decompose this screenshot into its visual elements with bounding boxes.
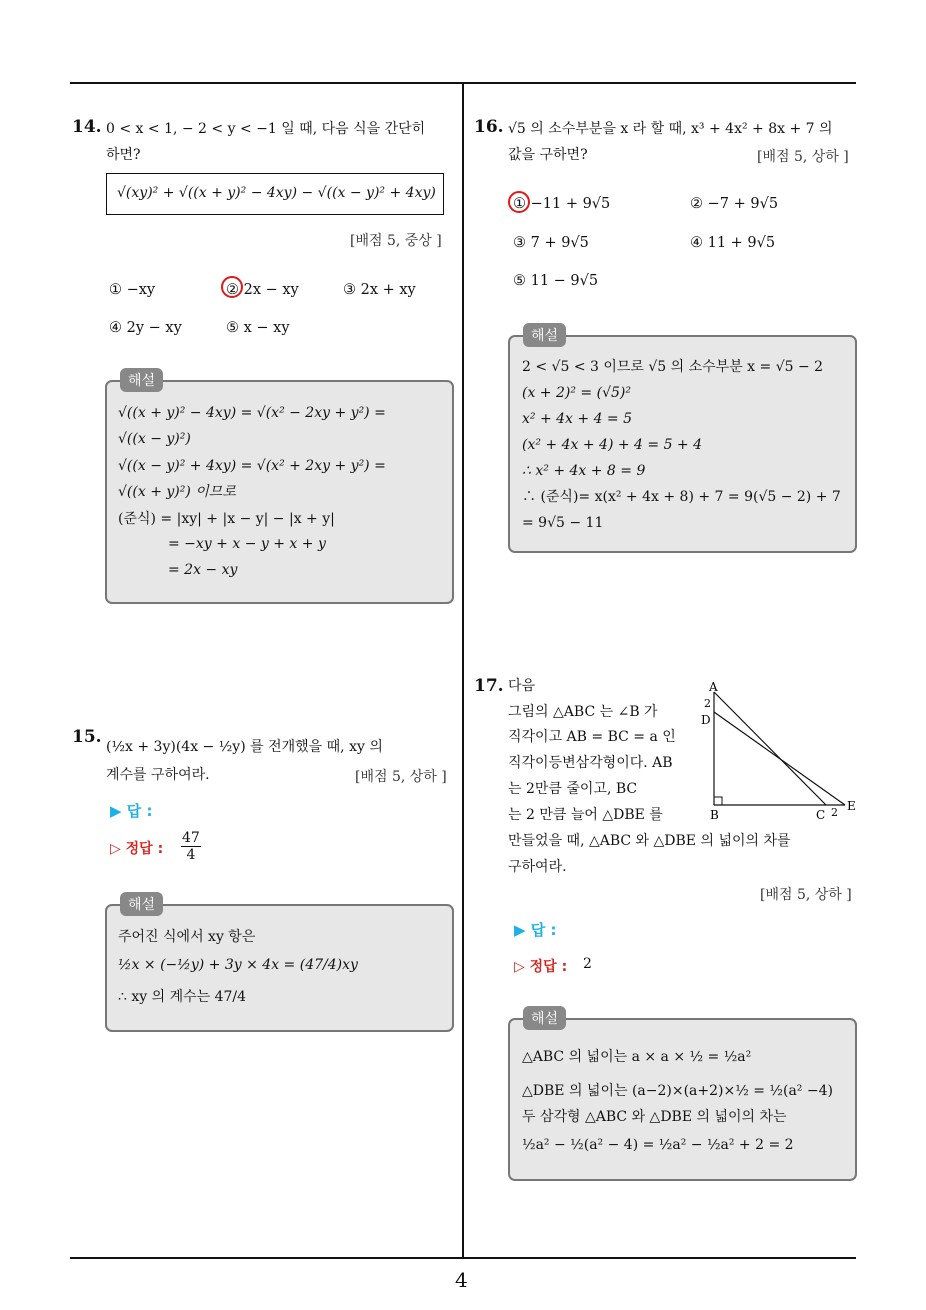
q16-sol-line: 2 < √5 < 3 이므로 √5 의 소수부분 x = √5 − 2 <box>522 359 824 375</box>
q14-sol-line: √((x + y)² − 4xy) = √(x² − 2xy + y²) = <box>118 405 386 421</box>
q17-solution-tab: 해설 <box>523 1006 566 1030</box>
q17-answer-label: ▶ 답 : <box>514 921 557 939</box>
q14-solution-tab: 해설 <box>120 368 163 392</box>
q14-stem-line1: 0 < x < 1, − 2 < y < −1 일 때, 다음 식을 간단히 <box>106 121 426 137</box>
q14-option-3[interactable]: ③ 2x + xy <box>343 282 416 298</box>
q16-score: [배점 5, 상하 ] <box>757 149 849 165</box>
q17-label-ad-length: 2 <box>704 697 711 710</box>
q15-number: 15. <box>72 727 102 747</box>
q17-correct-label: ▷ 정답 : <box>514 959 568 975</box>
q14-sol-line: √((x − y)² + 4xy) = √(x² + 2xy + y²) = <box>118 458 386 474</box>
q17-side-de <box>714 712 845 805</box>
q17-score: [배점 5, 상하 ] <box>760 887 852 903</box>
q17-stem-line: 직각이고 AB = BC = a 인 <box>508 729 676 745</box>
q17-label-b: B <box>710 808 719 822</box>
q16-sol-line: ∴ (준식)= x(x² + 4x + 8) + 7 = 9(√5 − 2) + 7 <box>522 489 841 505</box>
q14-sol-line: (준식) = |xy| + |x − y| − |x + y| <box>118 511 335 527</box>
q14-option-5[interactable]: ⑤ x − xy <box>226 320 290 336</box>
q17-stem-line: 만들었을 때, △ABC 와 △DBE 의 넓이의 차를 <box>508 833 791 849</box>
q14-option-2[interactable]: ② 2x − xy <box>226 282 299 298</box>
q17-label-c: C <box>816 808 826 822</box>
q15-stem-line2: 계수를 구하여라. <box>106 767 210 783</box>
q16-sol-line: (x + 2)² = (√5)² <box>522 385 631 401</box>
q17-number: 17. <box>474 676 504 696</box>
q16-option-4[interactable]: ④ 11 + 9√5 <box>690 235 776 251</box>
q17-stem-line: 구하여라. <box>508 859 567 875</box>
q15-stem-line1: (½x + 3y)(4x − ½y) 를 전개했을 때, xy 의 <box>106 739 383 755</box>
q15-answer-label: ▶ 답 : <box>110 802 153 820</box>
q15-correct-numerator: 47 <box>182 830 200 846</box>
q14-option-4[interactable]: ④ 2y − xy <box>109 320 182 336</box>
q14-sol-line: = 2x − xy <box>168 562 238 578</box>
q15-sol-line: 주어진 식에서 xy 항은 <box>118 929 256 945</box>
q14-score: [배점 5, 중상 ] <box>350 233 442 249</box>
q17-label-e: E <box>847 799 856 813</box>
column-divider <box>462 82 464 1258</box>
page-number: 4 <box>455 1268 468 1292</box>
q16-sol-line: ∴ x² + 4x + 8 = 9 <box>522 463 646 479</box>
q16-number: 16. <box>474 117 504 137</box>
q16-option-5[interactable]: ⑤ 11 − 9√5 <box>513 273 599 289</box>
q17-stem-line: 는 2만큼 줄이고, BC <box>508 781 638 797</box>
q14-option-1[interactable]: ① −xy <box>109 282 156 298</box>
q16-option-3[interactable]: ③ 7 + 9√5 <box>513 235 589 251</box>
q15-correct-label: ▷ 정답 : <box>110 841 164 857</box>
q15-correct-denominator: 4 <box>186 847 196 863</box>
q15-solution-tab: 해설 <box>120 892 163 916</box>
q17-label-ce-length: 2 <box>831 806 838 819</box>
q15-sol-line: ½x × (−½y) + 3y × 4x = (47/4)xy <box>118 957 358 973</box>
q17-side-ac <box>714 692 826 805</box>
q15-correct-fraction <box>180 830 202 863</box>
q17-triangle-figure <box>690 680 865 825</box>
q16-answer-mark <box>508 191 530 213</box>
q16-option-1[interactable]: ① −11 + 9√5 <box>513 196 611 212</box>
q14-stem-line2: 하면? <box>106 147 141 163</box>
q17-stem-line: 그림의 △ABC 는 ∠B 가 <box>508 704 658 720</box>
q16-sol-line: (x² + 4x + 4) + 4 = 5 + 4 <box>522 437 703 453</box>
q16-sol-line: = 9√5 − 11 <box>522 515 604 531</box>
q14-sol-line: √((x − y)²) <box>118 431 191 447</box>
q16-option-2[interactable]: ② −7 + 9√5 <box>690 196 779 212</box>
q14-answer-mark <box>221 276 243 298</box>
q14-expression: √(xy)² + √((x + y)² − 4xy) − √((x − y)² + 4xy) <box>117 185 436 201</box>
q15-score: [배점 5, 상하 ] <box>355 769 447 785</box>
q15-sol-line: ∴ xy 의 계수는 47/4 <box>118 989 247 1005</box>
q14-sol-line: √((x + y)²) 이므로 <box>118 484 236 500</box>
q17-stem-line: 는 2 만큼 늘어 △DBE 를 <box>508 807 663 823</box>
q17-stem-line: 다음 <box>508 678 536 694</box>
q17-correct-value: 2 <box>583 956 592 972</box>
q16-stem-line2: 값을 구하면? <box>508 147 588 163</box>
q16-solution-tab: 해설 <box>523 323 566 347</box>
q17-sol-line: △ABC 의 넓이는 a × a × ½ = ½a² <box>522 1049 752 1065</box>
q14-number: 14. <box>72 117 102 137</box>
q17-label-d: D <box>701 713 711 727</box>
q16-stem-line1: √5 의 소수부분을 x 라 할 때, x³ + 4x² + 8x + 7 의 <box>508 121 833 137</box>
q16-sol-line: x² + 4x + 4 = 5 <box>522 411 633 427</box>
q17-label-a: A <box>709 680 718 694</box>
q17-sol-line: △DBE 의 넓이는 (a−2)×(a+2)×½ = ½(a² −4) <box>522 1083 833 1099</box>
q14-expression-box <box>106 173 444 215</box>
q14-sol-line: = −xy + x − y + x + y <box>168 536 326 552</box>
bottom-rule <box>70 1257 856 1259</box>
q17-stem-line: 직각이등변삼각형이다. AB <box>508 755 673 771</box>
q17-right-angle-mark <box>714 797 722 805</box>
q17-sol-line: 두 삼각형 △ABC 와 △DBE 의 넓이의 차는 <box>522 1109 787 1125</box>
q17-sol-line: ½a² − ½(a² − 4) = ½a² − ½a² + 2 = 2 <box>522 1137 794 1153</box>
